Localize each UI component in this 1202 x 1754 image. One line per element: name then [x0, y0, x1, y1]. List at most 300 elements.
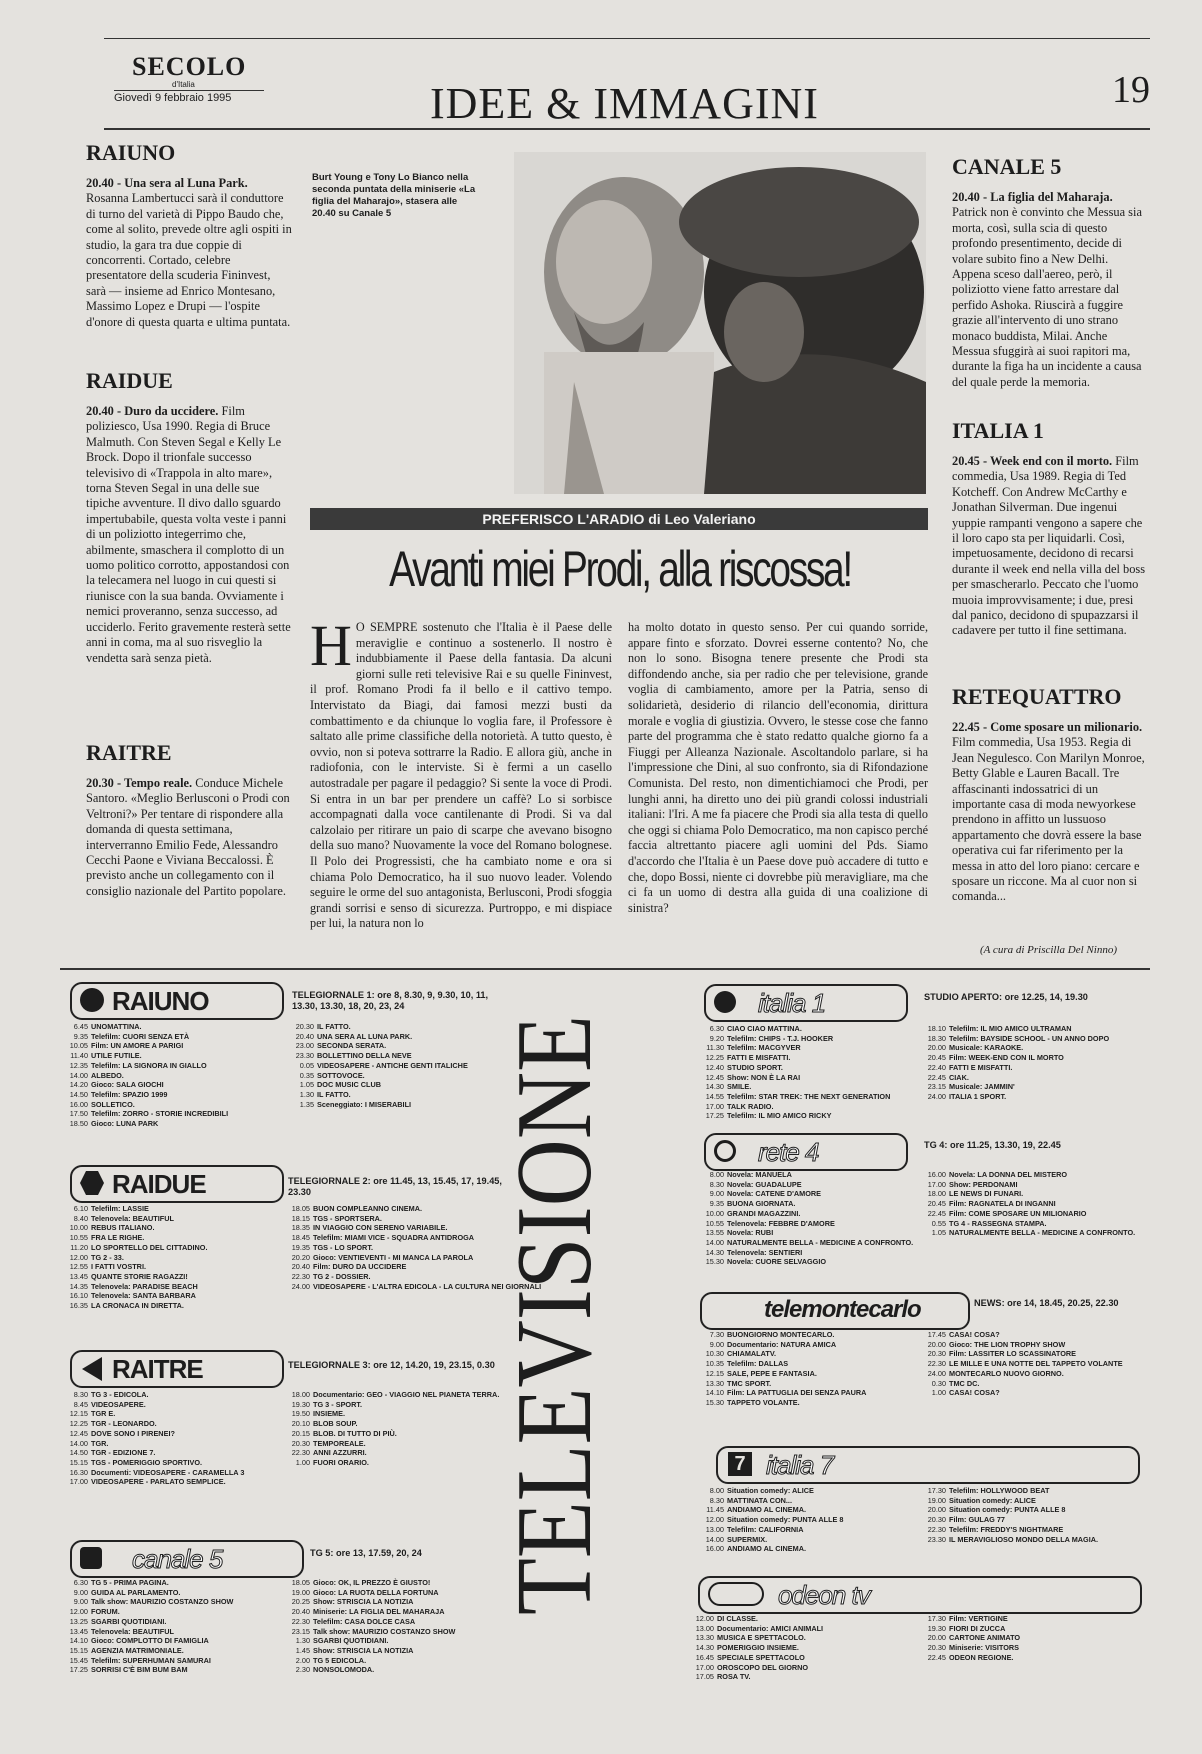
schedule-row — [924, 1063, 1144, 1073]
schedule-time: 8.45 — [73, 1399, 88, 1409]
schedule-program: POMERIGGIO INSIEME. — [717, 1643, 799, 1653]
schedule-program: ANNI AZZURRI. — [313, 1448, 367, 1458]
tg-times: TELEGIORNALE 1: ore 8, 8.30, 9, 9.30, 10, 11, 13.30, 13.30, 18, 20, 23, 24 — [292, 990, 489, 1011]
schedule-program: SOTTOVOCE. — [317, 1070, 365, 1080]
schedule-row — [66, 1588, 286, 1598]
schedule-row — [66, 1282, 286, 1292]
tg-times: TG 4: ore 11.25, 13.30, 19, 22.45 — [924, 1140, 1061, 1150]
schedule-time: 9.20 — [709, 1033, 724, 1043]
schedule-row — [292, 1080, 512, 1090]
schedule-program: BUONA GIORNATA. — [727, 1199, 796, 1209]
schedule-time: 13.45 — [69, 1271, 88, 1281]
schedule-time: 17.00 — [69, 1477, 88, 1487]
schedule-row — [288, 1223, 512, 1233]
schedule-row — [924, 1330, 1144, 1340]
schedule-row — [66, 1100, 286, 1110]
schedule-time: 10.30 — [705, 1349, 724, 1359]
schedule-program: LE MILLE E UNA NOTTE DEL TAPPETO VOLANTE — [949, 1359, 1123, 1369]
schedule-program: FUORI ORARIO. — [313, 1457, 369, 1467]
schedule-row — [702, 1199, 922, 1209]
schedule-program: Novela: RUBI — [727, 1228, 774, 1238]
schedule-left — [66, 1390, 286, 1487]
schedule-time: 13.55 — [705, 1228, 724, 1238]
schedule-row — [702, 1398, 922, 1408]
schedule-row — [924, 1228, 1144, 1238]
schedule-program: TAPPETO VOLANTE. — [727, 1397, 800, 1407]
schedule-row — [66, 1214, 286, 1224]
schedule-time: 11.45 — [706, 1505, 724, 1515]
schedule-row — [292, 1061, 512, 1071]
schedule-program: TG 2 - DOSSIER. — [313, 1271, 371, 1281]
schedule-row — [702, 1063, 922, 1073]
schedule-time: 22.45 — [927, 1072, 946, 1082]
schedule-time: 18.35 — [291, 1223, 310, 1233]
schedule-row — [924, 1073, 1144, 1083]
schedule-time: 22.30 — [291, 1271, 310, 1281]
schedule-time: 12.45 — [705, 1072, 724, 1082]
schedule-row — [66, 1253, 286, 1263]
canale5-preview — [952, 154, 1148, 418]
schedule-program: Show: NON È LA RAI — [727, 1072, 801, 1082]
schedule-row — [702, 1082, 922, 1092]
schedule-time: 15.45 — [69, 1655, 88, 1665]
schedule-row — [288, 1214, 512, 1224]
schedule-row — [924, 1209, 1144, 1219]
schedule-right — [924, 1170, 1144, 1238]
schedule-time: 20.10 — [291, 1419, 310, 1429]
schedule-time: 0.05 — [299, 1060, 314, 1070]
schedule-program: Documentario: AMICI ANIMALI — [717, 1623, 824, 1633]
tg-times: NEWS: ore 14, 18.45, 20.25, 22.30 — [974, 1298, 1119, 1308]
schedule-row — [66, 1439, 286, 1449]
schedule-row — [66, 1061, 286, 1071]
schedule-row — [924, 1189, 1144, 1199]
schedule-time: 20.30 — [927, 1349, 946, 1359]
schedule-program: Documenti: VIDEOSAPERE - CARAMELLA 3 — [91, 1467, 245, 1477]
schedule-time: 12.15 — [69, 1409, 88, 1419]
schedule-row — [66, 1390, 286, 1400]
preview-headline: 20.30 - Tempo reale. — [86, 776, 193, 790]
schedule-left — [702, 1486, 922, 1554]
schedule-time: 14.50 — [69, 1448, 88, 1458]
schedule-row — [66, 1301, 286, 1311]
schedule-row — [702, 1073, 922, 1083]
schedule-row — [288, 1400, 512, 1410]
schedule-time: 23.15 — [291, 1626, 310, 1636]
schedule-program: Gioco: LA RUOTA DELLA FORTUNA — [313, 1587, 439, 1597]
schedule-row — [66, 1617, 286, 1627]
schedule-program: QUANTE STORIE RAGAZZI! — [91, 1271, 188, 1281]
schedule-row — [924, 1024, 1144, 1034]
schedule-row — [702, 1388, 922, 1398]
schedule-row — [924, 1486, 1144, 1496]
preview-text: Film poliziesco, Usa 1990. Regia di Bruce Malmuth. Con Steven Segal e Kelly Le Brock. Dopo il trionfale successo televisivo di «Trappola in alto mare», torna Steven Segal in una delle sue tipiche avventure. Il divo dallo sguardo impertubabile, questa volta veste i panni di un poliziotto integerrimo che, abilmente, smaschera il complotto di un uomo politico corrotto, appostandosi con la telecamera nel luogo in cui questi si riunisce con la sua banda. Ovviamente i nemici proveranno, senza successo, ad ucciderlo. Ferito gravemente resterà sette anni in coma, ma al suo risveglio la vendetta sarà senza pietà. — [86, 404, 291, 665]
schedule-row — [924, 1388, 1144, 1398]
schedule-time: 20.00 — [927, 1633, 946, 1643]
schedule-time: 20.30 — [295, 1022, 314, 1031]
schedule-time: 8.30 — [709, 1495, 724, 1505]
schedule-time: 23.30 — [295, 1051, 314, 1061]
schedule-program: ALBEDO. — [91, 1070, 124, 1080]
preview-channel: RAIDUE — [86, 368, 173, 393]
italia1-preview — [952, 418, 1148, 684]
schedule-program: TMC DC. — [949, 1378, 980, 1388]
schedule-time: 22.40 — [927, 1062, 946, 1072]
schedule-row — [702, 1340, 922, 1350]
schedule-program: GUIDA AL PARLAMENTO. — [91, 1587, 181, 1597]
schedule-row — [692, 1614, 912, 1624]
schedule-row — [924, 1614, 1144, 1624]
schedule-row — [288, 1607, 512, 1617]
schedule-time: 9.00 — [709, 1339, 724, 1349]
schedule-program: UNA SERA AL LUNA PARK. — [317, 1031, 413, 1041]
schedule-program: IN VIAGGIO CON SERENO VARIABILE. — [313, 1223, 448, 1233]
schedule-right — [288, 1390, 512, 1468]
schedule-time: 14.30 — [705, 1247, 724, 1257]
schedule-row — [66, 1262, 286, 1272]
schedule-row — [292, 1041, 512, 1051]
schedule-left — [702, 1024, 922, 1121]
odeon-logo-box — [698, 1576, 1142, 1614]
schedule-time: 12.55 — [69, 1262, 88, 1272]
schedule-time: 15.15 — [69, 1457, 88, 1467]
schedule-row — [288, 1204, 512, 1214]
schedule-program: TGS - LO SPORT. — [313, 1242, 373, 1252]
schedule-time: 24.00 — [291, 1281, 310, 1291]
schedule-row — [66, 1429, 286, 1439]
schedule-row — [288, 1458, 512, 1468]
schedule-time: 10.55 — [69, 1233, 88, 1243]
schedule-time: 14.00 — [705, 1237, 724, 1247]
schedule-program: Gioco: THE LION TROPHY SHOW — [949, 1339, 1066, 1349]
schedule-program: Telenovela: BEAUTIFUL — [91, 1626, 174, 1636]
schedule-time: 2.00 — [295, 1655, 310, 1665]
schedule-row — [66, 1243, 286, 1253]
schedule-program: LA CRONACA IN DIRETTA. — [91, 1301, 184, 1311]
schedule-row — [924, 1496, 1144, 1506]
schedule-program: TEMPOREALE. — [313, 1438, 366, 1448]
schedule-program: TMC SPORT. — [727, 1378, 772, 1388]
schedule-row — [66, 1022, 286, 1032]
schedule-program: Telefilm: CUORI SENZA ETÀ — [91, 1031, 190, 1041]
schedule-time: 15.30 — [705, 1397, 724, 1407]
schedule-row — [924, 1199, 1144, 1209]
schedule-row — [66, 1468, 286, 1478]
schedule-program: MATTINATA CON... — [727, 1495, 792, 1505]
schedule-row — [66, 1607, 286, 1617]
schedule-row — [66, 1119, 286, 1129]
left-preview-column — [86, 140, 292, 899]
schedule-time: 1.00 — [931, 1388, 946, 1398]
schedule-time: 19.30 — [291, 1399, 310, 1409]
schedule-time: 10.05 — [69, 1041, 88, 1051]
schedule-program: Telefilm: MACGYVER — [727, 1043, 801, 1053]
schedule-time: 17.50 — [69, 1109, 88, 1119]
schedule-row — [702, 1257, 922, 1267]
channel-logo-name: italia 1 — [758, 988, 826, 1018]
schedule-program: BOLLETTINO DELLA NEVE — [317, 1051, 412, 1061]
schedule-program: Telefilm: SPAZIO 1999 — [91, 1089, 168, 1099]
schedule-left — [692, 1614, 912, 1682]
schedule-program: FIORI DI ZUCCA — [949, 1623, 1006, 1633]
preview-text: Rosanna Lambertucci sarà il conduttore di turno del varietà di Pippo Baudo che, come al solito, prevede oltre agli ospiti in studio, la gara tra due coppie di concorrenti. Cortado, celebre presentatore della scuderia Fininvest, sarà — insieme ad Enrico Montesano, Massimo Lopez e Drupi — l'ospite d'onore di questa quarta e ultima puntata. — [86, 191, 292, 329]
schedule-row — [924, 1043, 1144, 1053]
schedule-program: IL FATTO. — [317, 1089, 351, 1099]
channel-logo-name: telemontecarlo — [764, 1296, 921, 1323]
schedule-row — [702, 1486, 922, 1496]
schedule-row — [924, 1653, 1144, 1663]
schedule-program: Gioco: OK, IL PREZZO È GIUSTO! — [313, 1578, 431, 1587]
schedule-program: SGARBI QUOTIDIANI. — [313, 1636, 389, 1646]
tg-times: TG 5: ore 13, 17.59, 20, 24 — [310, 1548, 422, 1558]
schedule-time: 14.00 — [705, 1534, 724, 1544]
schedule-program: ANDIAMO AL CINEMA. — [727, 1505, 807, 1515]
raiuno-preview — [86, 140, 292, 368]
schedule-time: 13.00 — [695, 1623, 714, 1633]
schedule-row — [288, 1588, 512, 1598]
article-photo — [514, 152, 926, 494]
channel-logo-name: RAIDUE — [112, 1169, 206, 1199]
rete4-logo-box — [704, 1133, 908, 1171]
schedule-program: FATTI E MISFATTI. — [949, 1062, 1013, 1072]
schedule-program: CASA! COSA? — [949, 1388, 1000, 1398]
schedule-row — [702, 1238, 922, 1248]
schedule-time: 17.00 — [705, 1101, 724, 1111]
schedule-time: 14.30 — [705, 1082, 724, 1092]
schedule-time: 13.25 — [69, 1616, 88, 1626]
schedule-time: 16.00 — [69, 1099, 88, 1109]
schedule-row — [702, 1111, 922, 1121]
schedule-time: 24.00 — [927, 1091, 946, 1101]
schedule-program: Telefilm: MIAMI VICE - SQUADRA ANTIDROGA — [313, 1233, 475, 1243]
schedule-program: Telefilm: CHIPS - T.J. HOOKER — [727, 1033, 834, 1043]
schedule-row — [702, 1359, 922, 1369]
schedule-time: 14.30 — [695, 1643, 714, 1653]
schedule-program: Novela: MANUELA — [727, 1170, 792, 1179]
schedule-right — [924, 1330, 1144, 1398]
article-text-2: ha molto dotato in questo senso. Per cui quando sorride, appare finto e sforzato. Dovrei esserne contento? No, che non lo sono. Bisogna tenere presente che Prodi sta diffondendo anche, sia per radio che per televisione, grande voglia di cambiamento, amore per la Patria, senso di solidarietà, desiderio di rilancio dell'economia, dirittura morale e voglia di giustizia. Ovvero, le stesse cose che fanno parte del programma che è stato redatto qualche giorno fa a Fiuggi per Alleanza Nazionale. Ascoltandolo parlare, si ha l'impressione che Dini, al suo confronto, sia di Rifondazione Comunista. Del resto, non dimentichiamoci che Prodi, per lunghi anni, ha diretto uno dei più grandi colossi industriali italiani: l'Iri. A me fa piacere che Prodi sia alla testa di quello che oggi si chiama Polo Democratico, ma non capisco perché faccia altrettanto piacere agli uomini del Pds. Siamo d'accordo che l'Italia è un Paese dove può accadere di tutto e che, dopo Bossi, niente ci dovrebbe più meravigliare, ma che ci fa un uomo di destra alla guida di una coalizione di sinistra? — [628, 620, 928, 915]
schedule-time: 11.20 — [70, 1242, 88, 1252]
schedule-time: 17.45 — [927, 1330, 946, 1339]
schedule-program: Telefilm: STAR TREK: THE NEXT GENERATION — [727, 1091, 891, 1101]
schedule-time: 14.00 — [69, 1070, 88, 1080]
schedule-program: I FATTI VOSTRI. — [91, 1262, 146, 1272]
schedule-row — [924, 1369, 1144, 1379]
italia1-icon — [714, 991, 736, 1013]
schedule-row — [66, 1291, 286, 1301]
schedule-row — [924, 1643, 1144, 1653]
rai-hexagon-icon — [80, 1171, 104, 1195]
schedule-time: 1.45 — [295, 1645, 310, 1655]
schedule-row — [288, 1409, 512, 1419]
schedule-right — [924, 1486, 1144, 1544]
right-preview-column — [952, 154, 1148, 905]
schedule-program: Telefilm: HOLLYWOOD BEAT — [949, 1486, 1050, 1495]
schedule-program: Show: STRISCIA LA NOTIZIA — [313, 1645, 414, 1655]
tmc-logo-box — [700, 1292, 970, 1330]
schedule-right — [288, 1578, 512, 1675]
schedule-row — [702, 1053, 922, 1063]
schedule-time: 22.30 — [927, 1359, 946, 1369]
schedule-time: 18.05 — [291, 1578, 310, 1587]
schedule-time: 12.00 — [705, 1515, 724, 1525]
schedule-row — [702, 1034, 922, 1044]
preview-channel: RAITRE — [86, 740, 172, 765]
schedule-row — [292, 1100, 512, 1110]
schedule-program: IL MERAVIGLIOSO MONDO DELLA MAGIA. — [949, 1534, 1099, 1544]
schedule-row — [692, 1672, 912, 1682]
schedule-time: 15.15 — [69, 1645, 88, 1655]
schedule-row — [66, 1458, 286, 1468]
schedule-program: INSIEME. — [313, 1409, 346, 1419]
retequattro-preview — [952, 684, 1148, 905]
photo-caption: Burt Young e Tony Lo Bianco nella seconda puntata della miniserie «La figlia del Maharajo», stasera alle 20.40 su Canale 5 — [312, 172, 476, 219]
schedule-time: 20.30 — [927, 1643, 946, 1653]
schedule-time: 14.10 — [705, 1388, 724, 1398]
schedule-program: TGR - LEONARDO. — [91, 1419, 157, 1429]
schedule-program: Gioco: VENTIEVENTI - MI MANCA LA PAROLA — [313, 1252, 474, 1262]
schedule-row — [924, 1034, 1144, 1044]
schedule-time: 6.10 — [73, 1204, 88, 1213]
schedule-time: 19.50 — [291, 1409, 310, 1419]
schedule-row — [702, 1544, 922, 1554]
schedule-program: LE NEWS DI FUNARI. — [949, 1189, 1024, 1199]
schedule-program: SECONDA SERATA. — [317, 1041, 387, 1051]
raiuno-logo-box — [70, 982, 284, 1020]
schedule-row — [924, 1053, 1144, 1063]
schedule-program: Novela: GUADALUPE — [727, 1179, 802, 1189]
italia1-logo-box — [704, 984, 908, 1022]
schedule-program: Sceneggiato: I MISERABILI — [317, 1099, 412, 1109]
schedule-left — [702, 1330, 922, 1408]
schedule-row — [66, 1032, 286, 1042]
schedule-row — [288, 1419, 512, 1429]
schedule-row — [288, 1429, 512, 1439]
channel-logo-name: italia 7 — [766, 1450, 834, 1480]
schedule-program: NATURALMENTE BELLA - MEDICINE A CONFRONTO. — [949, 1228, 1136, 1238]
schedule-program: Telenovela: BEAUTIFUL — [91, 1213, 174, 1223]
schedule-row — [66, 1636, 286, 1646]
schedule-right — [292, 1022, 512, 1109]
schedule-time: 1.05 — [931, 1228, 946, 1238]
schedule-time: 20.15 — [291, 1428, 310, 1438]
schedule-time: 10.35 — [705, 1359, 724, 1369]
schedule-program: VIDEOSAPERE - PARLATO SEMPLICE. — [91, 1477, 226, 1487]
schedule-row — [66, 1409, 286, 1419]
preview-text: Film commedia, Usa 1989. Regia di Ted Kotcheff. Con Andrew McCarthy e Jonathan Silverman. Due ingenui yuppie rampanti vengono a sapere che il loro capo sta per liquidarli. Così, impetuosamente, decidono di recarsi durante il week end nella villa del boss per smascherarlo. Peccato che l'uomo muoia improvvisamente; i due, presi dal panico, decidono di spupazzarsi il cadavere per tutto il fine settimana. — [952, 454, 1146, 638]
schedule-program: MONTECARLO NUOVO GIORNO. — [949, 1368, 1064, 1378]
schedule-program: DOVE SONO I PIRENEI? — [91, 1428, 175, 1438]
newspaper-logo: SECOLO — [132, 52, 247, 81]
schedule-row — [924, 1359, 1144, 1369]
schedule-time: 16.45 — [695, 1652, 714, 1662]
schedule-time: 11.30 — [706, 1043, 724, 1053]
schedule-time: 22.45 — [927, 1652, 946, 1662]
schedule-time: 1.05 — [299, 1080, 314, 1090]
preview-text: Patrick non è convinto che Messua sia morta, così, sulla scia di questo profondo presentimento, decide di volare subito fino a New Delhi. Appena sceso dall'aereo, però, il poliziotto viene fatto arrestare dal perfido Ashoka. Riuscirà a fuggire grazie all'intervento di uno strano monaco buddista, Milai. Anche Messua sfuggirà ai suoi rapitori ma, durante la figa ha un incidente a causa del quale perde la memoria. — [952, 205, 1142, 389]
schedule-row — [66, 1051, 286, 1061]
schedule-program: GRANDI MAGAZZINI. — [727, 1208, 801, 1218]
schedule-program: Situation comedy: PUNTA ALLE 8 — [727, 1515, 844, 1525]
schedule-program: Film: WEEK-END CON IL MORTO — [949, 1053, 1064, 1063]
schedule-time: 19.30 — [927, 1623, 946, 1633]
italia7-logo-box — [716, 1446, 1140, 1484]
schedule-row — [66, 1233, 286, 1243]
schedule-program: STUDIO SPORT. — [727, 1062, 783, 1072]
schedule-row — [288, 1448, 512, 1458]
schedule-program: SUPERMIX. — [727, 1534, 768, 1544]
schedule-row — [66, 1477, 286, 1487]
schedule-program: TG 5 EDICOLA. — [313, 1655, 367, 1665]
schedule-row — [292, 1032, 512, 1042]
schedule-time: 22.30 — [927, 1524, 946, 1534]
schedule-row — [702, 1379, 922, 1389]
schedule-program: TGS - SPORTSERA. — [313, 1213, 382, 1223]
schedule-row — [702, 1102, 922, 1112]
schedule-time: 17.25 — [69, 1665, 88, 1675]
article-text-1: O SEMPRE sostenuto che l'Italia è il Paese delle meraviglie e continuo a sostenerlo. Il nostro è indubbiamente il Paese della fantasia. Da alcuni giorni sulle reti televisive Rai e su quelle Fininvest, il prof. Romano Prodi fa il bello e il cattivo tempo. Intervistato da Biagi, dai famosi mezzi busti da combattimento e da chiunque lo voglia fare, il Professore è saltato alle prime classifiche della notorietà. A tutto questo, è ovvio, non si poteva sottrarre la Radio. E allora giù, anche in radiofonia, con le interviste. Si è fermi a un casello autostradale per pagare il pedaggio? Si sente la voce di Prodi. Si entra in un bar per prendere un caffè? Lo si sorbisce accompagnati dalla voce cantilenante di Prodi. Si va dal calzolaio per ritirare un paio di scarpe che avevano bisogno della suo mano? Nuovamente la voce del Romano bolognese. Il Polo dei Progressisti, che ha cambiato nome e ora si chiama Polo Democratico, ha il suo nuovo leader. Volendo seguire le orme del suo antagonista, Berlusconi, Prodi sfoggia grandi sorrisi e senso di sicurezza. Purtroppo, e mi dispiace per lui, la natura non lo — [310, 620, 612, 931]
schedule-time: 8.40 — [73, 1213, 88, 1223]
schedule-time: 18.50 — [69, 1119, 88, 1129]
schedule-program: UNOMATTINA. — [91, 1022, 142, 1031]
schedule-left — [702, 1170, 922, 1267]
schedule-program: Telefilm: CALIFORNIA — [727, 1524, 804, 1534]
schedule-row — [66, 1071, 286, 1081]
schedule-row — [702, 1092, 922, 1102]
raitre-logo-box — [70, 1350, 284, 1388]
newspaper-logo-sub: d'Italia — [172, 80, 195, 89]
schedule-row — [924, 1505, 1144, 1515]
schedule-row — [292, 1022, 512, 1032]
schedule-time: 6.30 — [709, 1024, 724, 1033]
schedule-program: Telefilm: BAYSIDE SCHOOL - UN ANNO DOPO — [949, 1033, 1110, 1043]
schedule-program: Film: VERTIGINE — [949, 1614, 1008, 1623]
schedule-time: 19.00 — [291, 1587, 310, 1597]
schedule-program: Miniserie: LA FIGLIA DEL MAHARAJA — [313, 1607, 445, 1617]
schedule-time: 8.30 — [709, 1179, 724, 1189]
schedule-time: 13.30 — [705, 1378, 724, 1388]
schedule-row — [288, 1578, 512, 1588]
schedule-time: 23.15 — [927, 1082, 946, 1092]
preview-text: Film commedia, Usa 1953. Regia di Jean Negulesco. Con Marilyn Monroe, Betty Glable e Lauren Bacall. Tre affascinanti indossatrici di un importante casa di moda newyorkese prendono in affitto un lussuoso appartamento che dovrà essere la base operativa cui far riferimento per la messa in atto del loro piano: cercare e sposare un riccone. Ma al cuor non si comanda... — [952, 735, 1145, 904]
preview-channel: RAIUNO — [86, 140, 176, 165]
schedule-time: 24.00 — [927, 1368, 946, 1378]
schedule-row — [288, 1281, 542, 1292]
schedule-program: TALK RADIO. — [727, 1101, 774, 1111]
schedule-program: CARTONE ANIMATO — [949, 1633, 1021, 1643]
schedule-time: 10.00 — [69, 1223, 88, 1233]
schedule-left — [66, 1578, 286, 1675]
schedule-time: 12.15 — [705, 1368, 724, 1378]
schedule-row — [692, 1624, 912, 1634]
credit-line: (A cura di Priscilla Del Ninno) — [980, 944, 1117, 956]
schedule-program: SOLLETICO. — [91, 1099, 135, 1109]
schedule-row — [924, 1535, 1144, 1545]
schedule-time: 8.00 — [709, 1486, 724, 1495]
schedule-program: Telenovela: SANTA BARBARA — [91, 1291, 196, 1301]
schedule-time: 13.45 — [69, 1626, 88, 1636]
tg-times: TELEGIORNALE 3: ore 12, 14.20, 19, 23.15, 0.30 — [288, 1360, 495, 1370]
schedule-time: 17.30 — [927, 1614, 946, 1623]
schedule-time: 19.00 — [927, 1495, 946, 1505]
schedule-time: 17.00 — [927, 1179, 946, 1189]
schedule-row — [702, 1515, 922, 1525]
tg-times: STUDIO APERTO: ore 12.25, 14, 19.30 — [924, 992, 1088, 1002]
schedule-program: TGR E. — [91, 1409, 116, 1419]
schedule-program: Telefilm: IL MIO AMICO RICKY — [727, 1111, 832, 1121]
schedule-program: Novela: CATENE D'AMORE — [727, 1189, 822, 1199]
schedule-program: SGARBI QUOTIDIANI. — [91, 1616, 167, 1626]
